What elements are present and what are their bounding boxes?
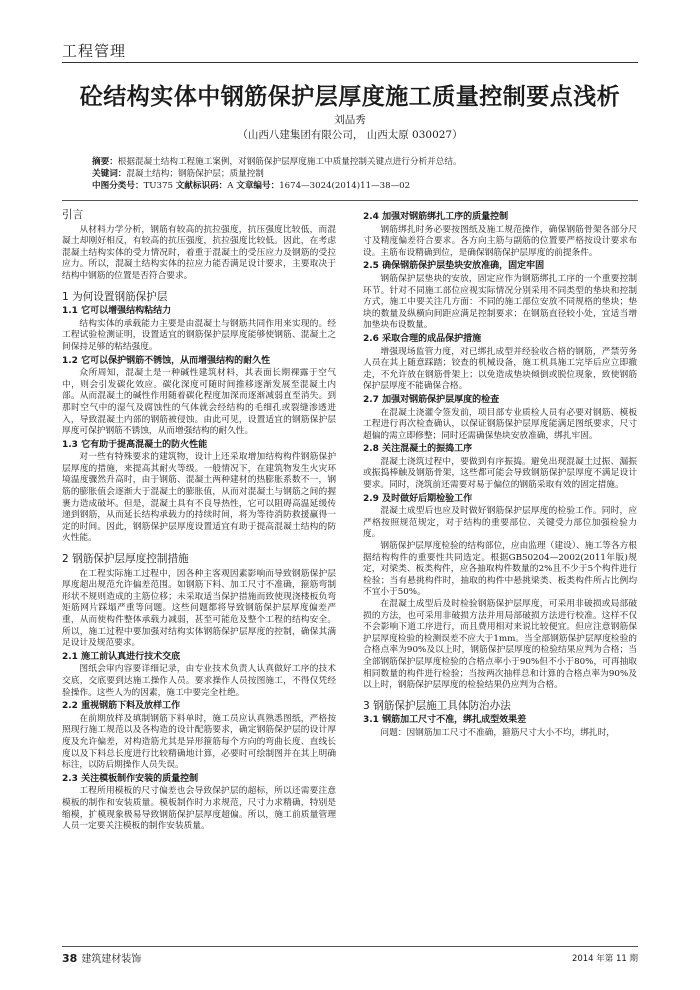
page-number: 38 [62,952,78,965]
section-1-1-heading: 1.1 它可以增强结构粘结力 [62,306,172,317]
keywords-line [92,168,608,180]
keywords-text: 混凝土结构；钢筋保护层；质量控制 [126,169,264,179]
doccode-label: 文献标识码： [175,181,228,191]
section-1-3-paragraph: 对一些有特殊要求的建筑物，设计上还采取增加结构构件钢筋保护层厚度的措施，来提高其耐火等级。一般情况下，在建筑物发生火灾环境温度骤然升高时，由于钢筋、混凝土两种建材的热膨胀系数不一，钢筋的膨胀值会逐渐大于混凝土的膨胀值，从而对混凝土与钢筋之间的握裹力造成破坏。但是，混凝土具有不良导热性，它可以阻碍高温延缓传递到钢筋，从而延长结构承载力的持续时间，将为等待消防救援赢得一定的时间。因此，钢筋保护层厚度设置适宜有助于提高混凝土结构的防火性能。 [62,452,336,544]
section-2-9-paragraph-3: 在混凝土成型后及时检验钢筋保护层厚度，可采用非破损或局部破损的方法，也可采用非破损方法并用局部破损方法进行校准。这样不仅不会影响下道工序进行，而且费用相对来说比较便宜。但应注意钢筋保护层厚度检验的检测误差不应大于1mm。当全部钢筋保护层厚度检验的合格点率为90%及以上时，钢筋保护层厚度的检验结果应判为合格；当全部钢筋保护层厚度检验的合格点率小于90%但不小于80%，可再抽取相同数量的构件进行检验；当按两次抽样总和计算的合格点率为90%及以上时，钢筋保护层厚度的检验结果仍应判为合格。 [363,599,637,691]
left-column [62,208,336,833]
section-2-8-heading: 2.8 关注混凝土的振捣工序 [363,444,473,455]
article-title: 砼结构实体中钢筋保护层厚度施工质量控制要点浅析 [79,84,621,110]
section-2-2-heading: 2.2 重视钢筋下料及放样工作 [62,701,181,712]
footer-left [62,950,141,965]
footer-divider [62,946,638,947]
section-1-heading: 1 为何设置钢筋保护层 [62,290,168,303]
doccode-value: A [227,181,234,191]
article-author: 刘品秀 [334,114,366,126]
section-3-1-heading: 3.1 钢筋加工尺寸不准，绑扎成型效果差 [363,715,527,726]
intro-heading: 引言 [62,209,84,221]
top-divider [62,62,638,63]
classification-label: 中图分类号： [92,181,144,191]
section-2-7-paragraph: 在混凝土浇灌令签发前，项目部专业质检人员有必要对钢筋、模板工程进行再次检查确认，以保证钢筋保护层厚度能满足图纸要求，尺寸超偏的需立即修整；同时还需确保垫块安放准确，绑扎牢固。 [363,407,637,441]
article-meta [92,156,608,192]
section-2-1-heading: 2.1 施工前认真进行技术交底 [62,651,181,662]
right-column [363,210,637,740]
section-2-heading: 2 钢筋保护层厚度控制措施 [62,553,189,566]
section-1-2-paragraph: 众所周知，混凝土是一种碱性建筑材料，其表面长期裸露于空气中，则会引发碳化效应。碳化深度可随时间推移逐渐发展至混凝土内部。从而混凝土的碱性作用随着碳化程度加深而逐渐减弱直至消失。到那时空气中的湿气及腐蚀性的气体就会经结构的毛细孔或裂缝渗透进入，导致混凝土内部的钢筋被侵蚀。由此可见，设置适宜的钢筋保护层厚度可保护钢筋不锈蚀，从而增强结构的耐久性。 [62,368,336,437]
section-2-7-heading: 2.7 加强对钢筋保护层厚度的检查 [363,394,500,405]
section-2-8-paragraph: 混凝土浇筑过程中，要做到有序振捣。避免出现混凝土过振、漏振或振捣棒触及钢筋骨架，这些都可能会导致钢筋保护层厚度不满足设计要求。同时，浇筑前还需要对易于偏位的钢筋采取有效的固定措施。 [363,456,637,491]
section-2-4-heading: 2.4 加强对钢筋绑扎工序的质量控制 [363,212,509,222]
section-2-3-heading: 2.3 关注模板制作安装的质量控制 [62,773,199,784]
classification-value: TU375 [143,181,173,191]
abstract-label: 摘要： [92,157,118,167]
meta-divider [62,200,638,201]
article-no-label: 文章编号： [236,181,280,191]
section-2-1-paragraph: 图纸会审内容要详细记录，由专业技术负责人认真做好工序的技术交底，交底要到达施工操作人员。要求操作人员按图施工，不得仅凭经验操作。这些人为的因素，施工中要完全杜绝。 [62,664,336,698]
section-1-3-heading: 1.3 它有助于提高混凝土的防火性能 [62,439,208,450]
section-label: 工程管理 [62,42,127,60]
intro-paragraph: 从材料力学分析，钢筋有较高的抗拉强度，抗压强度比较低，而混凝土却刚好相反，有较高的抗压强度，抗拉强度比较低。因此，在考虑混凝土结构实体的受力情况时，着重于混凝土的受压应力及钢筋的受拉应力。所以，混凝土结构实体的拉应力能否满足设计要求，主要取决于结构中钢筋的位置是否符合要求。 [62,224,336,281]
journal-name: 建筑建材装饰 [81,954,142,965]
section-2-6-paragraph: 增强现场监管力度，对已绑扎成型并经验收合格的钢筋，严禁劳务人员在其上随意踩踏；铰查的机械设备，施工机具施工完毕后应立即撤走，不允许放在钢筋骨架上；以免造成垫块倾倒或脱位现象，致使钢筋保护层厚度不能确保合格。 [363,346,637,392]
section-2-5-paragraph: 钢筋保护层垫块的安放，固定应作为钢筋绑扎工序的一个重要控制环节。针对不同施工部位应视实际情况分别采用不同类型的垫块和控制方式，施工中要关注几方面：不同的施工部位安放不同规格的垫块；垫块的数量及纵横向间距应满足控制要求；在钢筋直径较小处，宜适当增加垫块布设数量。 [363,273,637,331]
section-2-4-paragraph: 钢筋绑扎时务必要按图纸及施工规范操作，确保钢筋骨架各部分尺寸及精度偏差符合要求。各方向主筋与副筋的位置要严格按设计要求布设。主筋布设精确到位，是确保钢筋保护层厚度的前提条件。 [363,224,637,258]
section-2-3-paragraph: 工程所用模板的尺寸偏差也会导致保护层的超标，所以还需要注意模板的制作和安装质量。模板制作时力求规范，尺寸力求精确，特别是缩模，扩模现象极易导致钢筋保护层厚度超偏。所以，施工前质量管理人员一定要关注模板的制作安装质量。 [62,786,336,832]
abstract-text: 根据混凝土结构工程施工案例，对钢筋保护层厚度施工中质量控制关键点进行分析并总结。 [117,157,462,167]
section-2-5-heading: 2.5 确保钢筋保护层垫块安放准确，固定牢固 [363,261,545,272]
section-3-heading: 3 钢筋保护层施工具体防治办法 [363,699,511,712]
section-2-paragraph: 在工程实际施工过程中，因各种主客观因素影响而导致钢筋保护层厚度超出规范允许偏差范围。如钢筋下料、加工尺寸不准确，箍筋弯制形状不规则造成的主筋位移；未采取适当保护措施而致使现浇楼板负弯矩筋网片踩塌严重等问题。这些问题都将导致钢筋保护层厚度偏差严重，从而使构件整体承载力减弱，甚至可能危及整个工程的结构安全。所以，施工过程中要加强对结构实体钢筋保护层厚度的控制，确保其满足设计及规范要求。 [62,568,336,649]
section-2-9-paragraph-2: 钢筋保护层厚度检验的结构部位，应由监理（建设）、施工等各方根据结构构件的重要性共同选定。根据GB50204—2002(2011年版)规定，对梁类、板类构件，应各抽取构件数量的2%且不少于5个构件进行检验；当有悬挑构件时，抽取的构件中悬挑梁类、板类构件所占比例均不宜小于50%。 [363,541,637,598]
section-2-6-heading: 2.6 采取合理的成品保护措施 [363,333,482,344]
issue-label: 2014 年第 11 期 [571,954,638,964]
section-2-9-paragraph-1: 混凝土成型后也应及时做好钢筋保护层厚度的检验工作。同时，应严格按照规范规定，对于结构的重要部位、关键受力部位加强检验力度。 [363,506,637,540]
classification-line [92,180,608,192]
keywords-label: 关键词： [92,169,127,179]
section-1-1-paragraph: 结构实体的承载能力主要是由混凝土与钢筋共同作用来实现的。经工程试验检测证明，设置适宜的钢筋保护层厚度能够使钢筋、混凝土之间保持足够的粘结强度。 [62,318,336,352]
section-2-9-heading: 2.9 及时做好后期检验工作 [363,493,473,504]
section-1-2-heading: 1.2 它可以保护钢筋不锈蚀，从而增强结构的耐久性 [62,355,271,366]
section-3-1-paragraph: 问题：因钢筋加工尺寸不准确，箍筋尺寸大小不均，绑扎时， [380,727,615,738]
section-2-2-paragraph: 在前期放样及填制钢筋下料单时，施工员应认真熟悉图纸，严格按照现行施工规范以及各构造的设计配筋要求，确定钢筋保护层的设计厚度及允许偏差，对构造筋尤其是异形箍筋每个方向的弯曲长度、直线长度以及下料总长度进行比较精确地计算，必要时可绘制图并在其上明确标注，以防后期操作人员失误。 [62,713,336,771]
article-no-value: 1674—3024(2014)11—38—02 [279,181,411,191]
abstract-line [92,156,608,168]
article-affiliation: （山西八建集团有限公司， 山西太原 030027） [237,129,463,141]
